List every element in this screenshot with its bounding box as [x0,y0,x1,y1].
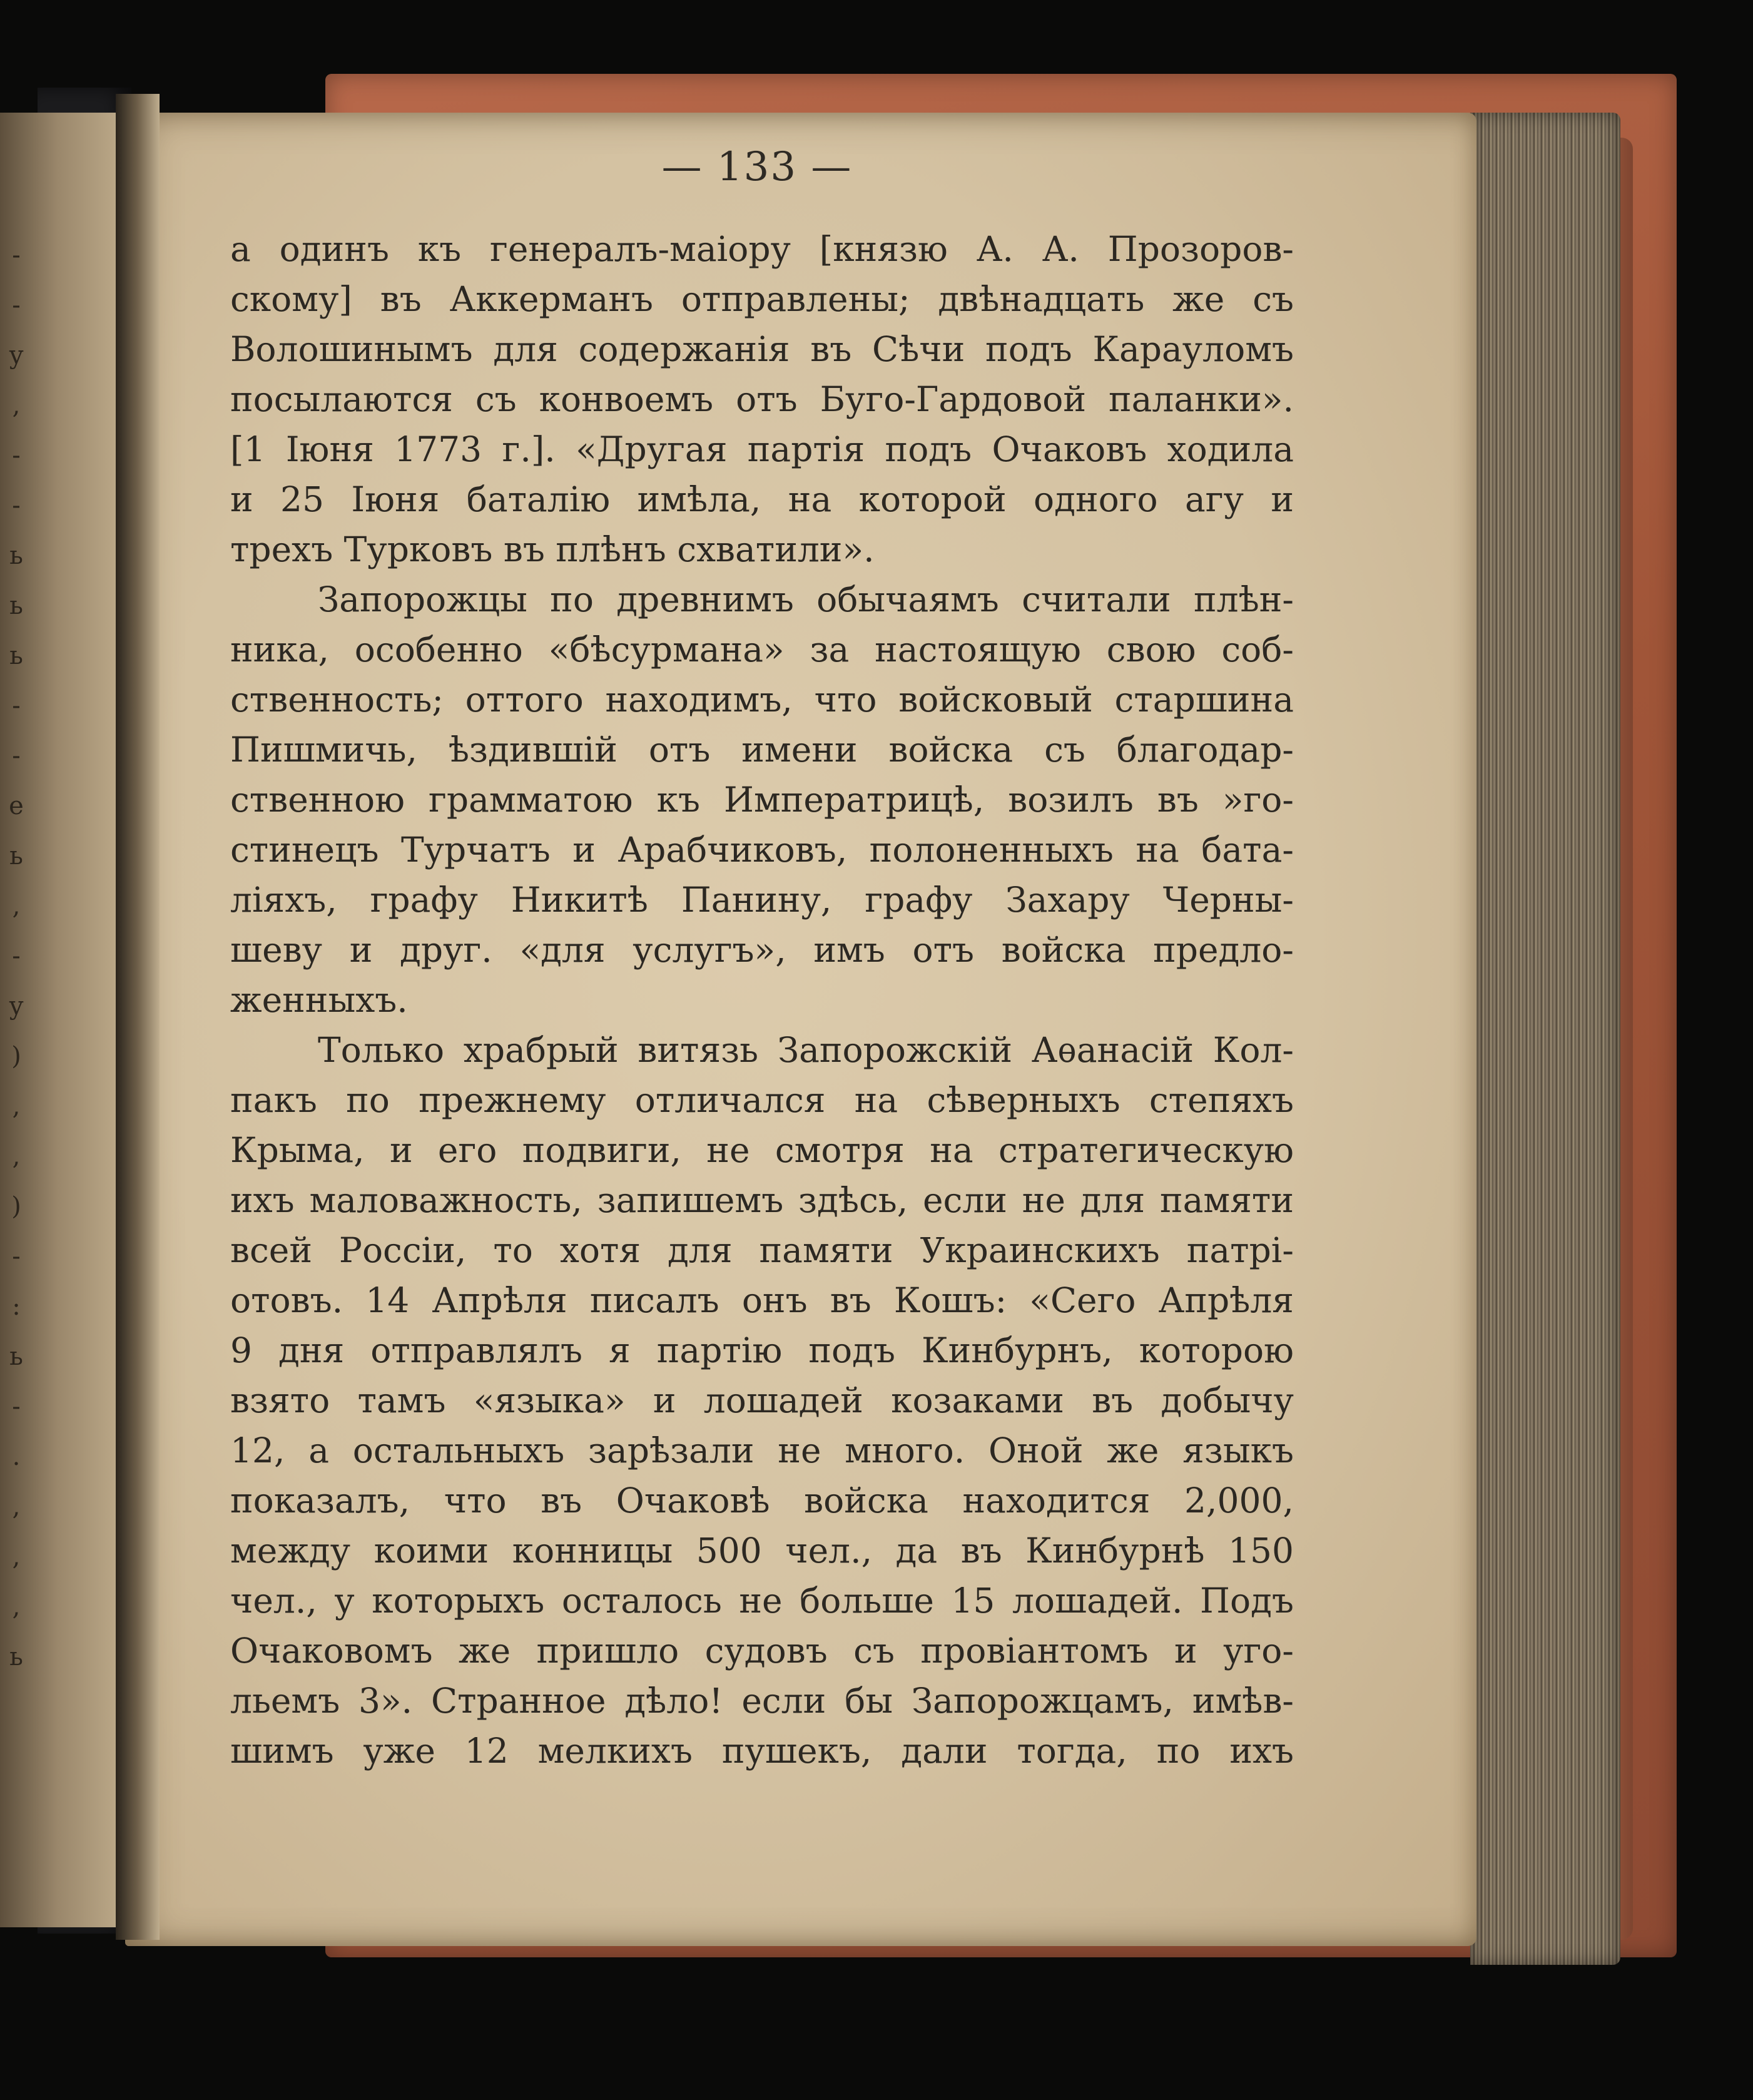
left-page-edge-char: , [12,391,21,420]
text-line: женныхъ. [230,980,408,1020]
text-line: стинецъ Турчатъ и Арабчиковъ, полоненныхъ на бата- [230,830,1294,870]
text-line: Запорожцы по древнимъ обычаямъ считали плѣн- [318,579,1294,619]
text-line: чел., у которыхъ осталось не больше 15 лошадей. Подъ [230,1581,1294,1621]
left-page-edge-char: , [12,1492,21,1521]
left-page-edge-char: - [12,742,21,770]
text-line: Пишмичь, ѣздившій отъ имени войска съ благодар- [230,730,1294,770]
left-page-edge-char: ь [9,1342,23,1371]
left-page-edge-char: е [9,792,24,820]
left-page-edge-char: . [12,1442,21,1471]
left-page-edge-char: ) [11,1042,21,1071]
text-line: Крыма, и его подвиги, не смотря на стратегическую [230,1130,1294,1170]
text-line: ихъ маловажность, запишемъ здѣсь, если не для памяти [230,1180,1294,1220]
left-page-edge-char: - [12,291,21,320]
text-line: скому] въ Аккерманъ отправлены; двѣнадцать же съ [230,279,1294,319]
left-page-edge-char: - [12,441,21,470]
text-line: шимъ уже 12 мелкихъ пушекъ, дали тогда, по ихъ [230,1731,1294,1771]
left-page-edge-char: ) [11,1192,21,1221]
text-line: 12, а остальныхъ зарѣзали не много. Оной же языкъ [230,1430,1294,1471]
text-line: шеву и друг. «для услугъ», имъ отъ войска предло- [230,930,1294,970]
left-page-edge-char: - [12,1392,21,1421]
text-line: а одинъ къ генералъ-маіору [князю А. А. Прозоров- [230,229,1294,269]
left-page-edge-char: : [12,1292,21,1321]
left-page-edge-char: - [12,1242,21,1271]
left-page-edge-char: , [12,892,21,920]
text-line: льемъ 3». Странное дѣло! если бы Запорожцамъ, имѣв- [230,1681,1294,1721]
text-line: посылаются съ конвоемъ отъ Буго-Гардовой паланки». [230,379,1294,419]
text-line: пакъ по прежнему отличался на сѣверныхъ степяхъ [230,1080,1294,1120]
text-line: взято тамъ «языка» и лошадей козаками въ добычу [230,1380,1294,1420]
left-page-edge-char: - [12,241,21,270]
page-number: — 133 — [661,144,853,190]
text-line: ственною грамматою къ Императрицѣ, возилъ въ »го- [230,780,1294,820]
text-line: Волошинымъ для содержанія въ Сѣчи подъ Карауломъ [230,329,1294,369]
text-line: 9 дня отправлялъ я партію подъ Кинбурнъ, которою [230,1330,1294,1370]
left-page-edge-char: ь [9,1643,23,1671]
text-line: Очаковомъ же пришло судовъ съ провіантомъ и уго- [230,1631,1294,1671]
text-line: показалъ, что въ Очаковѣ войска находится 2,000, [230,1481,1294,1521]
text-line: между коими конницы 500 чел., да въ Кинбурнѣ 150 [230,1531,1294,1571]
book-gutter [116,94,160,1940]
left-page-edge-char: - [12,691,21,720]
left-page-edge-char: , [12,1092,21,1121]
left-page-edge-char: у [9,341,24,370]
text-line: ліяхъ, графу Никитѣ Панину, графу Захару Черны- [230,880,1294,920]
text-line: ственность; оттого находимъ, что войсковый старшина [230,680,1294,720]
left-page-edge-char: ь [9,541,23,570]
left-page-edge-char: ь [9,591,23,620]
left-page-edge-char: , [12,1142,21,1171]
text-line: Только храбрый витязь Запорожскій Аѳанасій Кол- [318,1030,1294,1070]
left-page-edge-char: , [12,1593,21,1621]
text-line: и 25 Іюня баталію имѣла, на которой одного агу и [230,479,1294,519]
left-page-edge-char: - [12,491,21,520]
left-page-edge-char: - [12,942,21,971]
page-block-fore-edge [1470,113,1620,1965]
text-line: отовъ. 14 Апрѣля писалъ онъ въ Кошъ: «Сего Апрѣля [230,1280,1294,1320]
left-page-edge-char: у [9,992,24,1021]
page-body-text [230,224,1294,1776]
left-page-edge-char: ь [9,641,23,670]
text-line: ника, особенно «бѣсурмана» за настоящую свою соб- [230,629,1294,670]
text-line: [1 Іюня 1773 г.]. «Другая партія подъ Очаковъ ходила [230,429,1294,469]
left-page-edge-char: , [12,1542,21,1571]
text-line: трехъ Турковъ въ плѣнъ схватили». [230,529,875,569]
text-line: всей Россіи, то хотя для памяти Украинскихъ патрі- [230,1230,1294,1270]
left-page-edge-char: ь [9,842,23,870]
